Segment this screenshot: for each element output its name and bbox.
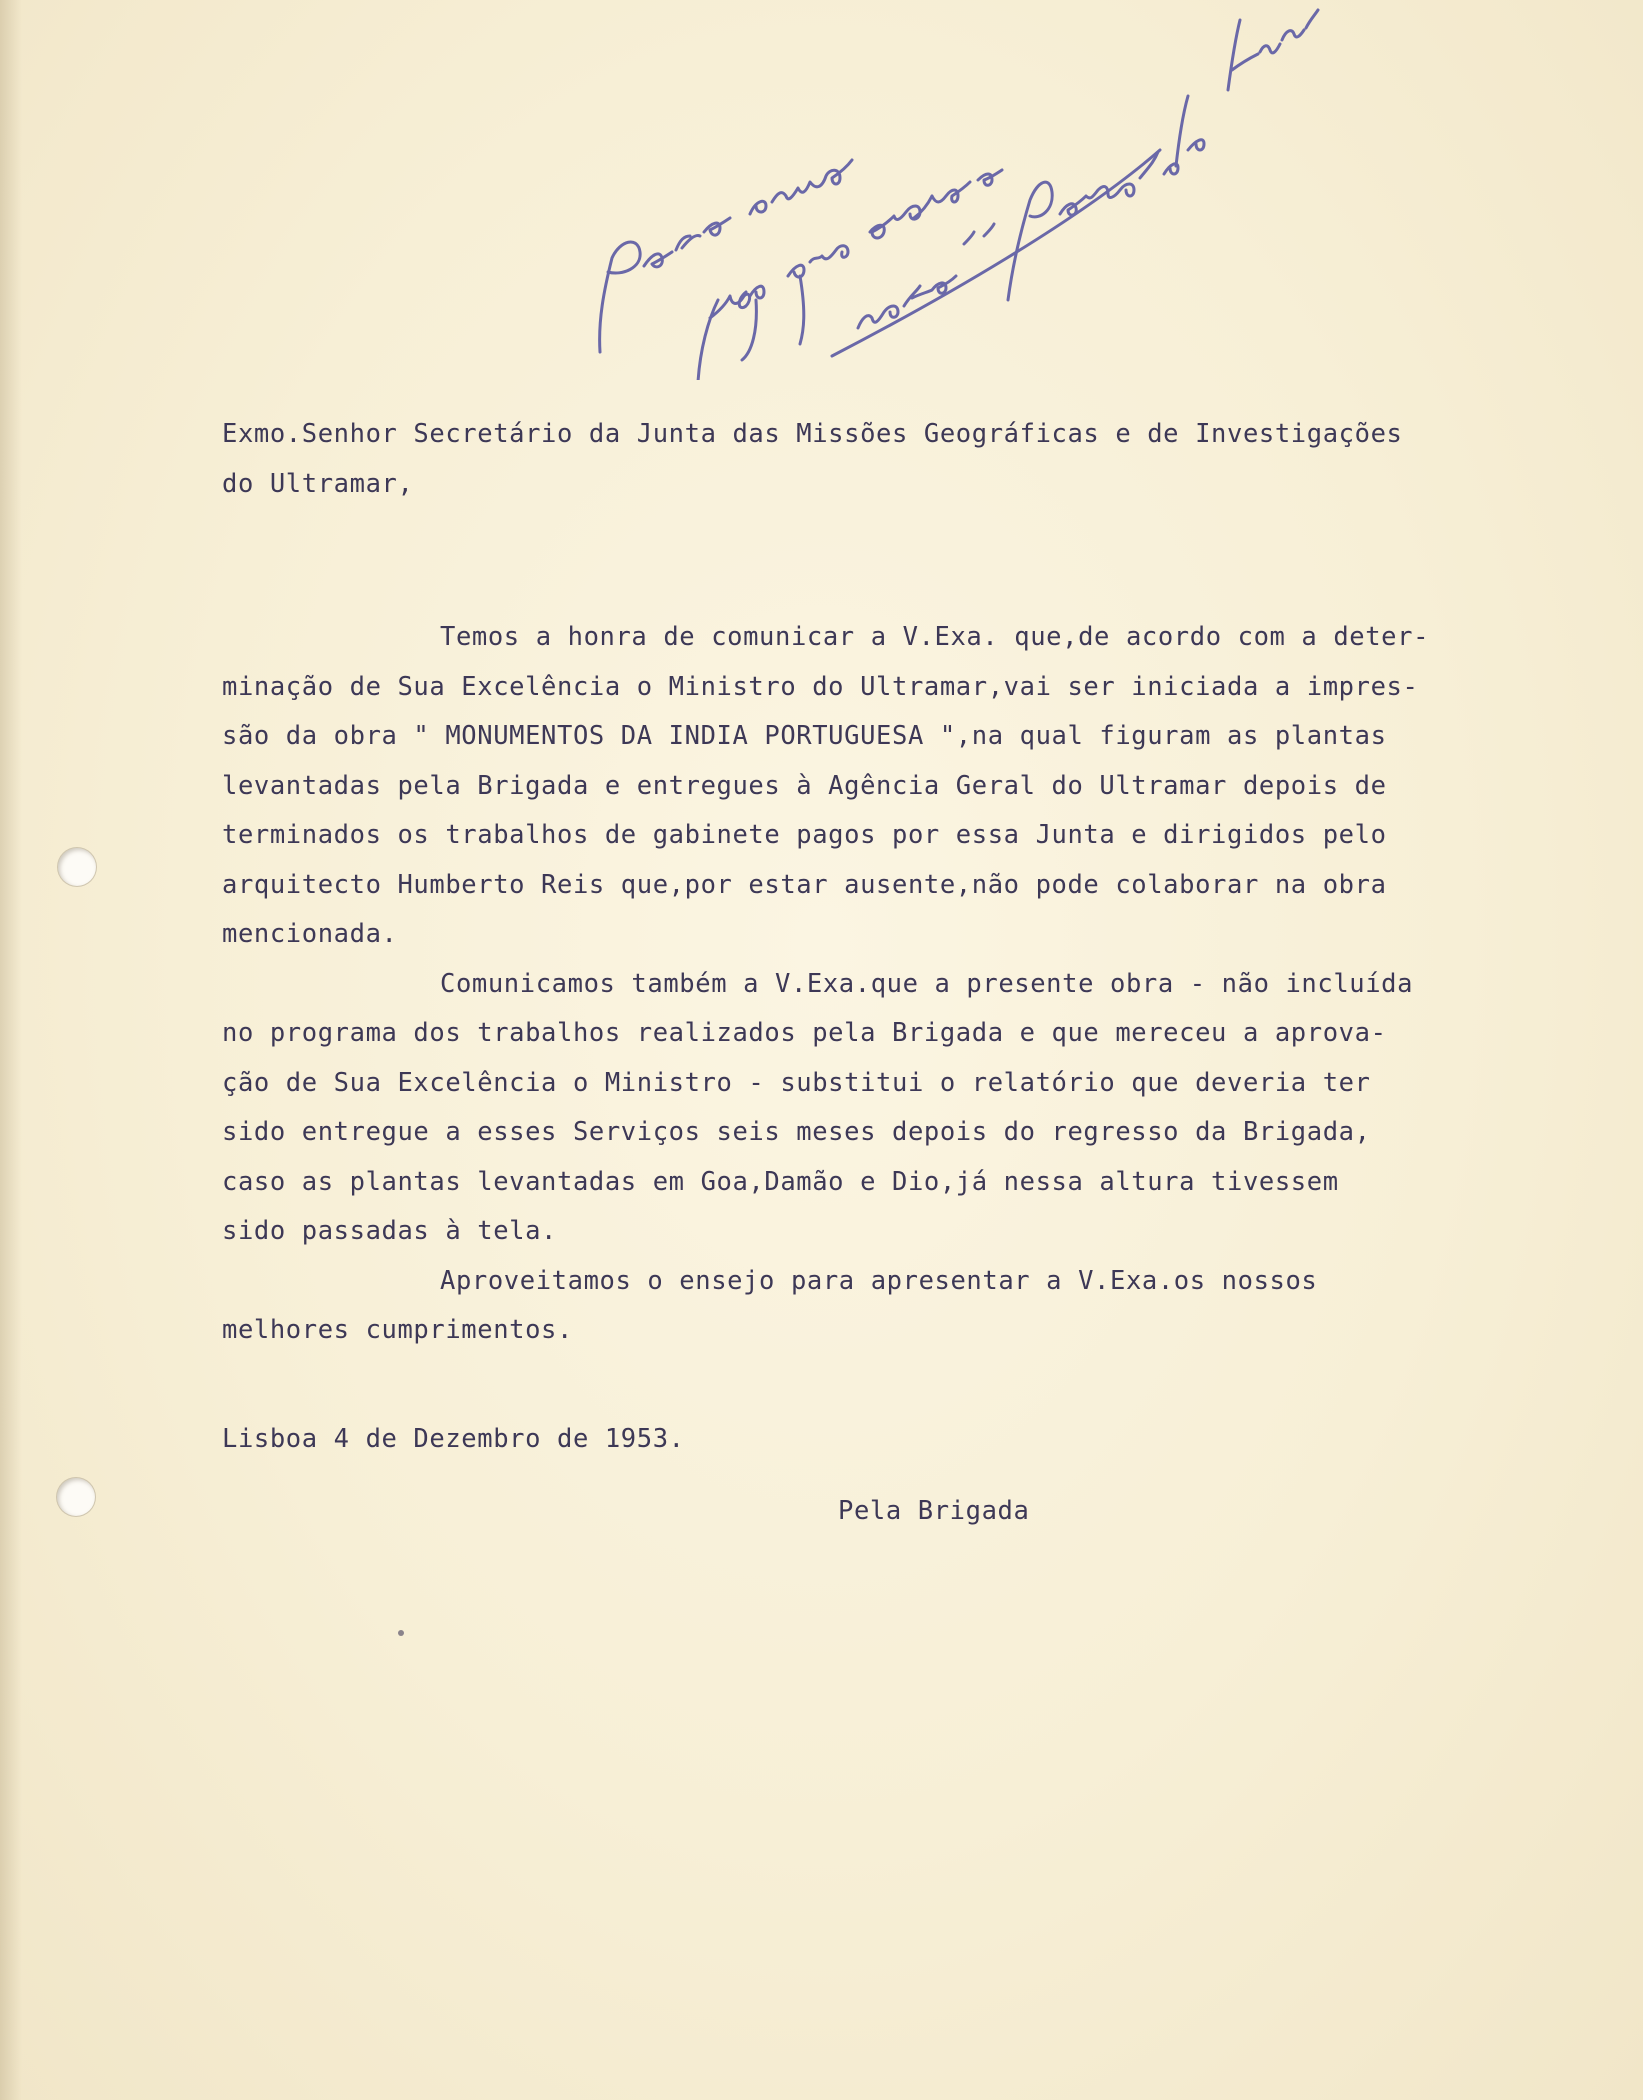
handwriting-stroke-para <box>600 242 641 352</box>
handwriting-stroke-saida <box>870 182 970 238</box>
handwriting-stroke-enviar <box>750 160 852 214</box>
paragraph-1-line-7: mencionada. <box>222 919 398 949</box>
paragraph-2-line-2: no programa dos trabalhos realizados pela Brigada e que mereceu a aprova- <box>222 1018 1387 1048</box>
letter-body <box>222 410 1482 1356</box>
signoff: Pela Brigada <box>838 1496 1030 1526</box>
handwriting-stroke-jornal <box>1008 182 1134 300</box>
paragraph-1-line-3: são da obra " MONUMENTOS DA INDIA PORTUGUESA ",na qual figuram as plantas <box>222 721 1387 751</box>
spacer <box>222 509 1482 563</box>
punch-hole-lower <box>57 1478 95 1516</box>
paragraph-2-line-5: caso as plantas levantadas em Goa,Damão e Dio,já nessa altura tivessem <box>222 1166 1339 1197</box>
paragraph-1-line-2: minação de Sua Excelência o Ministro do Ultramar,vai ser iniciada a impres- <box>222 671 1419 702</box>
spacer <box>222 563 1482 613</box>
page-edge-shadow <box>0 0 22 2100</box>
paragraph-2-line-3: ção de Sua Excelência o Ministro - substitui o relatório que deveria ter <box>222 1067 1371 1098</box>
salutation-line-1: Exmo.Senhor Secretário da Junta das Missões Geográficas e de Investigações <box>222 419 1403 449</box>
paragraph-1-line-4: levantadas pela Brigada e entregues à Agência Geral do Ultramar depois de <box>222 770 1387 801</box>
handwriting-stroke-que <box>788 246 848 344</box>
paragraph-3-line-2: melhores cumprimentos. <box>222 1315 573 1345</box>
punch-hole-upper <box>58 848 96 886</box>
handwriting-underline <box>832 150 1160 356</box>
handwriting-stroke-nota <box>858 276 956 328</box>
handwriting-stroke-logo <box>698 292 750 380</box>
paragraph-2-line-6: sido passadas à tela. <box>222 1216 557 1246</box>
paragraph-1-line-6: arquitecto Humberto Reis que,por estar ausente,não pode colaborar na obra <box>222 869 1387 900</box>
salutation-line-2: do Ultramar, <box>222 468 414 499</box>
paragraph-3-line-1: Aproveitamos o ensejo para apresentar a V.Exa.os nossos <box>440 1265 1318 1296</box>
date-line: Lisboa 4 de Dezembro de 1953. <box>222 1424 685 1454</box>
paragraph-2-line-1: Comunicamos também a V.Exa.que a presente obra - não incluída <box>440 968 1414 999</box>
paragraph-1-line-1: Temos a honra de comunicar a V.Exa. que,de acordo com a deter- <box>440 622 1430 652</box>
handwritten-note <box>560 0 1320 380</box>
paragraph-2-line-4: sido entregue a esses Serviços seis meses depois do regresso da Brigada, <box>222 1117 1371 1147</box>
handwriting-stroke-junta <box>1228 10 1318 90</box>
paragraph-1-line-5: terminados os trabalhos de gabinete pagos por essa Junta e dirigidos pelo <box>222 820 1387 850</box>
ink-speck <box>398 1630 404 1636</box>
